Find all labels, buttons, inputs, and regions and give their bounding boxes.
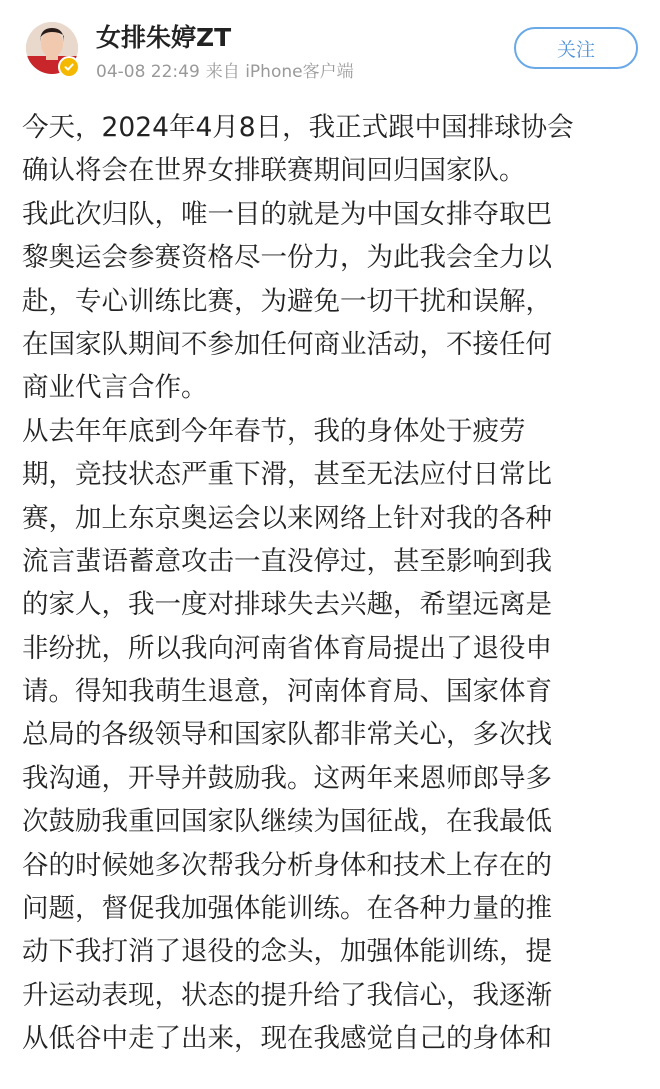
post-paragraph-3 xyxy=(22,410,642,1061)
post-text-line: 从低谷中走了出来，现在我感觉自己的身体和 xyxy=(22,1023,552,1055)
post-text-line: 在国家队期间不参加任何商业活动，不接任何 xyxy=(22,328,552,360)
post-source: 来自 iPhone客户端 xyxy=(205,62,354,82)
post-paragraph-1 xyxy=(22,106,642,193)
post-text-line: 问题，督促我加强体能训练。在各种力量的推 xyxy=(22,893,552,925)
post-text-line: 次鼓励我重回国家队继续为国征战，在我最低 xyxy=(22,806,552,838)
post-text-line: 升运动表现，状态的提升给了我信心，我逐渐 xyxy=(22,979,552,1011)
post-body xyxy=(22,106,642,1061)
follow-button[interactable]: 关注 xyxy=(514,27,638,69)
verified-badge-icon xyxy=(58,56,80,78)
post-text-line: 赛，加上东京奥运会以来网络上针对我的各种 xyxy=(22,502,552,534)
post-text-line: 今天，2024年4月8日，我正式跟中国排球协会 xyxy=(22,112,574,143)
post-text-line: 我沟通，开导并鼓励我。这两年来恩师郎导多 xyxy=(22,762,552,794)
post-timestamp: 04-08 22:49 xyxy=(96,62,200,82)
post-text-line: 请。得知我萌生退意，河南体育局、国家体育 xyxy=(22,676,552,708)
post-text-line: 谷的时候她多次帮我分析身体和技术上存在的 xyxy=(22,849,552,881)
post-header xyxy=(0,0,660,100)
post-text-line: 我此次归队，唯一目的就是为中国女排夺取巴 xyxy=(22,198,552,230)
post-text-line: 动下我打消了退役的念头，加强体能训练，提 xyxy=(22,936,552,968)
post-text-line: 确认将会在世界女排联赛期间回归国家队。 xyxy=(22,155,526,187)
post-text-line: 总局的各级领导和国家队都非常关心，多次找 xyxy=(22,719,552,751)
post-paragraph-2 xyxy=(22,193,642,410)
post-meta xyxy=(96,61,354,83)
post-text-line: 期，竞技状态严重下滑，甚至无法应付日常比 xyxy=(22,459,552,491)
post-text-line: 黎奥运会参赛资格尽一份力，为此我会全力以 xyxy=(22,242,552,274)
author-name[interactable]: 女排朱婷ZT xyxy=(96,23,232,52)
post-text-line: 非纷扰，所以我向河南省体育局提出了退役申 xyxy=(22,632,552,664)
post-text-line: 的家人，我一度对排球失去兴趣，希望远离是 xyxy=(22,589,552,621)
post-text-line: 赴，专心训练比赛，为避免一切干扰和误解， xyxy=(22,285,552,317)
post-text-line: 从去年年底到今年春节，我的身体处于疲劳 xyxy=(22,415,526,447)
post-text-line: 流言蜚语蓄意攻击一直没停过，甚至影响到我 xyxy=(22,545,552,577)
post-text-line: 商业代言合作。 xyxy=(22,372,208,404)
